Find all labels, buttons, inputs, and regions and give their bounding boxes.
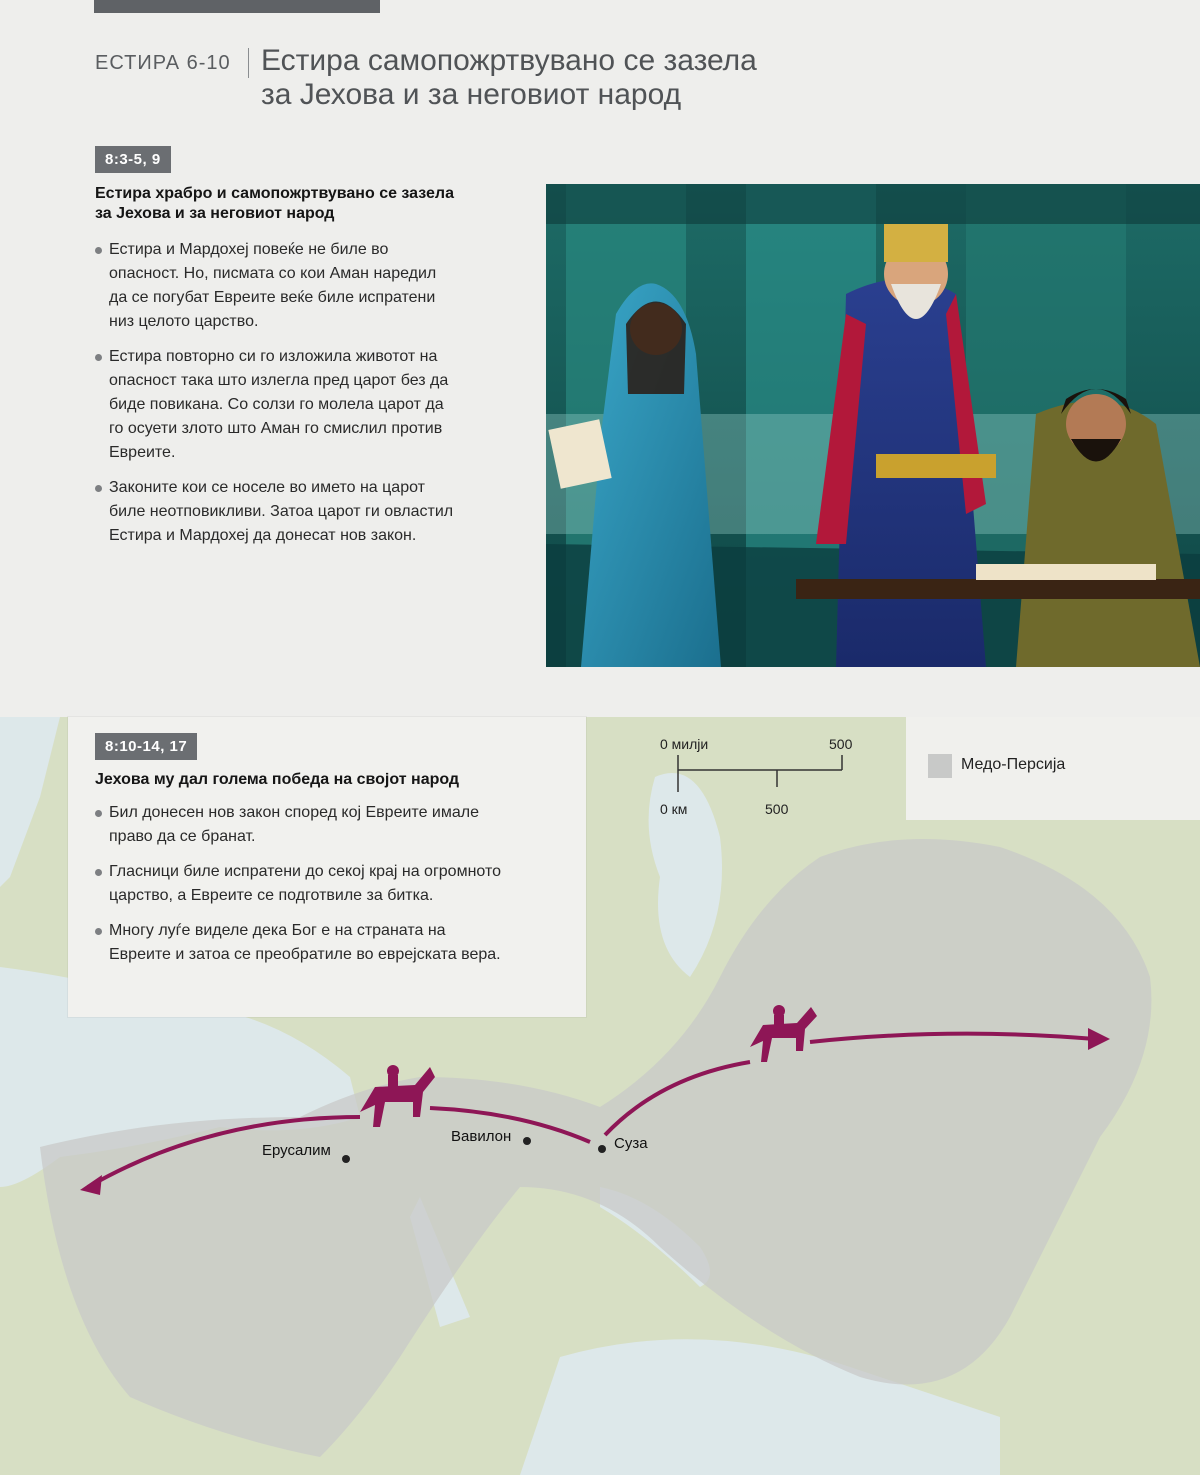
esther-king-mordecai-painting [546, 184, 1200, 667]
city-label-susa: Суза [614, 1135, 648, 1152]
bullet-line: низ целото царство. [109, 313, 259, 330]
section1-heading-line2: за Јехова и за неговиот народ [95, 205, 335, 222]
bullet-line: Естира и Мардохеј да донесат нов закон. [109, 527, 417, 544]
section1-bullet-list [95, 238, 515, 559]
section1-heading-line1: Естира храбро и самопожртвувано се зазела [95, 185, 454, 202]
bullet-line: Бил донесен нов закон според кој Евреите имале [109, 804, 479, 821]
top-bar [94, 0, 380, 13]
page-title-line1: Естира самопожртвувано се зазела [261, 44, 757, 77]
bullet-line: царство, а Евреите се подготвиле за битка. [109, 887, 434, 904]
bullet-line: биде повикана. Со солзи го молела царот да [109, 396, 444, 413]
scale-miles-max: 500 [829, 736, 853, 752]
bullet-line: опасност. Но, писмата со кои Аман наредил [109, 265, 437, 282]
bullet-line: Гласници биле испратени до секој крај на огромното [109, 863, 502, 880]
bullet-item [95, 345, 515, 465]
legend-swatch [928, 754, 952, 778]
bullet-item [95, 860, 575, 908]
city-label-babylon: Вавилон [451, 1128, 512, 1145]
bullet-dot-icon [95, 485, 102, 492]
bullet-item [95, 919, 575, 967]
scale-miles-zero: 0 милји [660, 736, 709, 752]
susa-marker [598, 1145, 606, 1153]
king-crown [884, 224, 948, 262]
section1-heading [95, 184, 454, 224]
section2-heading: Јехова му дал голема победа на својот народ [95, 771, 460, 788]
bullet-dot-icon [95, 810, 102, 817]
bullet-item [95, 476, 515, 548]
bullet-dot-icon [95, 928, 102, 935]
babylon-marker [523, 1137, 531, 1145]
bullet-line: го осуети злото што Аман го смислил против [109, 420, 443, 437]
bullet-line: опасност така што излегла пред царот без да [109, 372, 449, 389]
bullet-line: Законите кои се носеле во името на царот [109, 479, 425, 496]
esther-hair [626, 302, 686, 395]
city-label-jerusalem: Ерусалим [262, 1142, 331, 1159]
bullet-dot-icon [95, 869, 102, 876]
header-divider [248, 48, 249, 78]
bullet-line: Естира и Мардохеј повеќе не биле во [109, 241, 389, 258]
bullet-line: биле неотповикливи. Затоа царот ги овластил [109, 503, 454, 520]
bullet-line: Евреите и затоа се преобратиле во еврејската вера. [109, 946, 501, 963]
parchment [976, 564, 1156, 580]
section2-bullet-list [95, 801, 575, 978]
bullet-item [95, 801, 575, 849]
king-belt [876, 454, 996, 478]
bullet-line: право да се бранат. [109, 828, 256, 845]
bullet-line: Многу луѓе виделе дека Бог е на страната на [109, 922, 446, 939]
scripture-ref-badge-1: 8:3-5, 9 [95, 146, 171, 173]
bullet-line: да се погубат Евреите веќе биле испратени [109, 289, 436, 306]
scale-km-zero: 0 км [660, 801, 688, 817]
scripture-ref-badge-2: 8:10-14, 17 [95, 733, 197, 760]
writing-table [796, 579, 1200, 599]
bullet-dot-icon [95, 354, 102, 361]
book-reference: ЕСТИРА 6-10 [95, 52, 231, 74]
bullet-dot-icon [95, 247, 102, 254]
bullet-line: Евреите. [109, 444, 176, 461]
page-title [261, 44, 757, 112]
wall-frieze [546, 184, 1200, 224]
bullet-line: Естира повторно си го изложила животот на [109, 348, 438, 365]
scale-km-mid: 500 [765, 801, 789, 817]
legend-label: Медо-Персија [961, 756, 1066, 773]
jerusalem-marker [342, 1155, 350, 1163]
bullet-item [95, 238, 515, 334]
page-title-line2: за Јехова и за неговиот народ [261, 78, 682, 111]
